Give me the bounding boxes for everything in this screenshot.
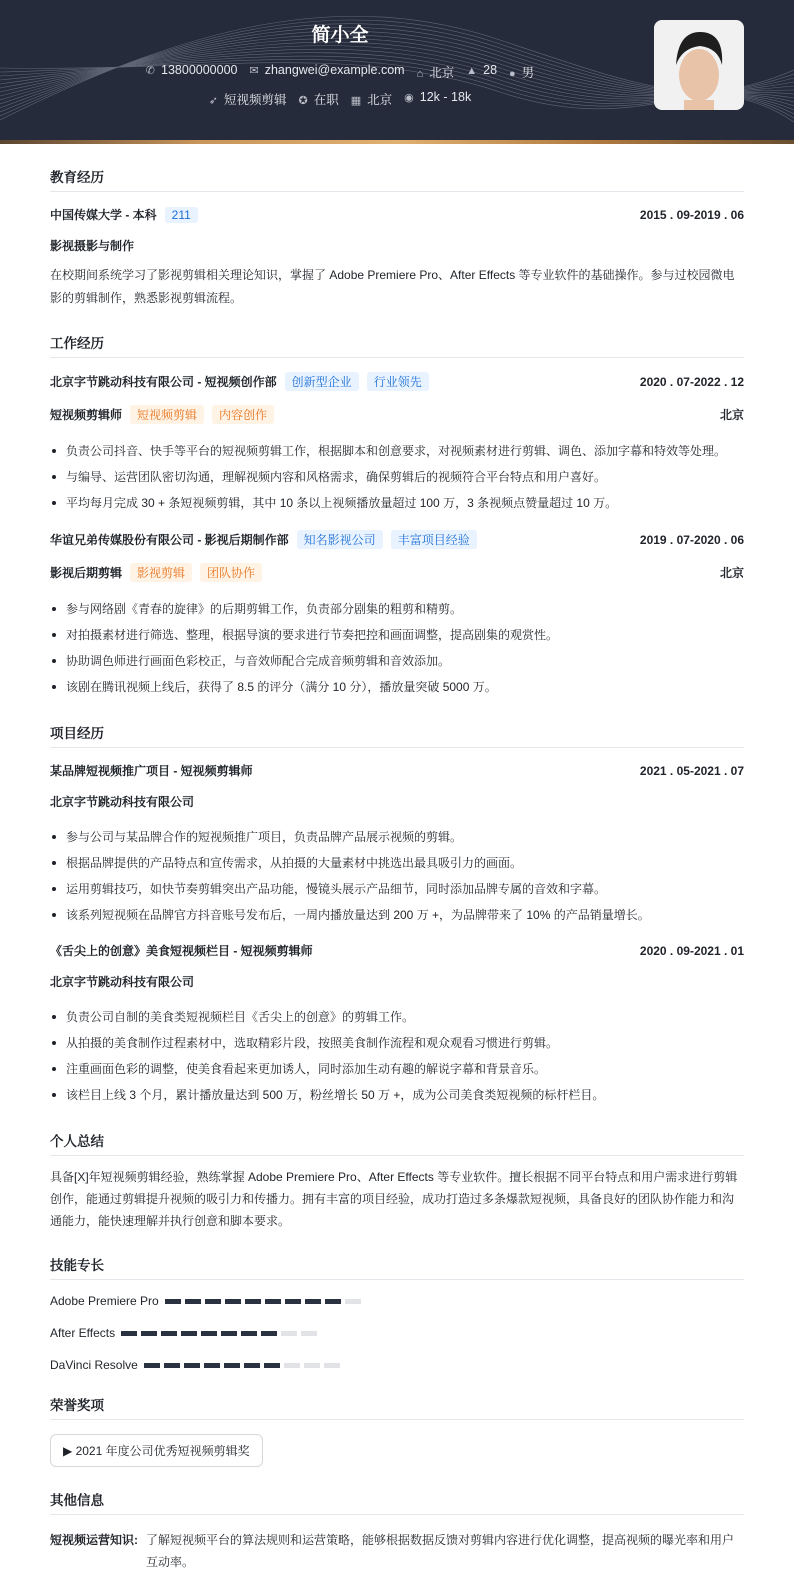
skill-level-segment — [304, 1363, 320, 1368]
project-name: 某品牌短视频推广项目 - 短视频剪辑师 — [50, 764, 253, 778]
contact-row — [0, 63, 680, 81]
skill-level-segment — [121, 1331, 137, 1336]
project-item — [50, 762, 744, 928]
summary-text: 具备[X]年短视频剪辑经验，熟练掌握 Adobe Premiere Pro、After Effects 等专业软件。擅长根据不同平台特点和用户需求进行剪辑创作，能通过剪辑提升视频的吸引力和传播力。拥有丰富的项目经验，成功打造过多条爆款短视频，具备良好的团队协作能力和沟通能力，能快速理解并执行创意和脚本要求。 — [50, 1170, 738, 1228]
work-section — [50, 332, 744, 700]
school: 中国传媒大学 - 本科 — [50, 208, 157, 222]
salary-icon: ◉ — [404, 92, 414, 104]
job-status: 在职 — [313, 93, 339, 107]
section-title: 项目经历 — [50, 722, 744, 748]
date: 2020 . 09-2021 . 01 — [639, 943, 744, 958]
location: 北京 — [429, 66, 455, 80]
bullet-item: 平均每月完成 30 + 条短视频剪辑，其中 10 条以上视频播放量超过 100 万，3 条视频点赞量超过 10 万。 — [50, 490, 744, 516]
skill-level-segment — [201, 1331, 217, 1336]
skill-level-segment — [301, 1331, 317, 1336]
section-title: 荣誉奖项 — [50, 1394, 744, 1420]
section-title: 个人总结 — [50, 1130, 744, 1156]
skill-level-bar — [121, 1331, 317, 1336]
role-tag: 内容创作 — [212, 405, 274, 424]
role: 影视后期剪辑 — [50, 566, 123, 580]
date: 2019 . 07-2020 . 06 — [639, 532, 744, 547]
phone: 13800000000 — [161, 63, 238, 77]
city: 北京 — [719, 408, 744, 422]
skill-level-segment — [204, 1363, 220, 1368]
header-accent-bar — [0, 140, 794, 144]
skill-level-segment — [285, 1299, 301, 1304]
other-label: 短视频运营知识: — [50, 1533, 138, 1547]
triangle-right-icon: ▶ — [63, 1444, 76, 1458]
bullet-item: 负责公司自制的美食类短视频栏目《舌尖上的创意》的剪辑工作。 — [50, 1004, 744, 1030]
date: 2021 . 05-2021 . 07 — [639, 763, 744, 778]
skill-level-segment — [205, 1299, 221, 1304]
skill-level-segment — [284, 1363, 300, 1368]
project-section — [50, 722, 744, 1108]
education-section — [50, 166, 744, 310]
section-title: 教育经历 — [50, 166, 744, 192]
award-item[interactable] — [50, 1434, 263, 1467]
skill-level-segment — [324, 1363, 340, 1368]
role-tag: 影视剪辑 — [130, 563, 192, 582]
skill-level-bar — [165, 1299, 361, 1304]
other-section — [50, 1489, 744, 1573]
salary: 12k - 18k — [419, 90, 472, 104]
skill-level-segment — [225, 1299, 241, 1304]
company-tag: 行业领先 — [367, 372, 429, 391]
email: zhangwei@example.com — [264, 63, 405, 77]
bullet-item: 根据品牌提供的产品特点和宣传需求，从拍摄的大量素材中挑选出最具吸引力的画面。 — [50, 850, 744, 876]
skill-level-bar — [144, 1363, 340, 1368]
skill-level-segment — [261, 1331, 277, 1336]
job-row — [0, 90, 680, 108]
section-title: 技能专长 — [50, 1254, 744, 1280]
skills-section — [50, 1254, 744, 1372]
project-company: 北京字节跳动科技有限公司 — [50, 975, 195, 989]
company: 北京字节跳动科技有限公司 - 短视频创作部 — [50, 375, 277, 389]
skill-level-segment — [305, 1299, 321, 1304]
candidate-name: 简小全 — [311, 25, 369, 46]
section-title: 其他信息 — [50, 1489, 744, 1515]
bullet-item: 参与公司与某品牌合作的短视频推广项目，负责品牌产品展示视频的剪辑。 — [50, 824, 744, 850]
avatar-photo — [654, 20, 744, 110]
age: 28 — [483, 63, 498, 77]
summary-section — [50, 1130, 744, 1232]
skill-level-segment — [241, 1331, 257, 1336]
work-item — [50, 530, 744, 700]
bullet-item: 该系列短视频在品牌官方抖音账号发布后，一周内播放量达到 200 万 +，为品牌带来了 10% 的产品销量增长。 — [50, 902, 744, 928]
bullet-item: 该栏目上线 3 个月，累计播放量达到 500 万，粉丝增长 50 万 +，成为公司美食类短视频的标杆栏目。 — [50, 1082, 744, 1108]
skill-level-segment — [325, 1299, 341, 1304]
project-item — [50, 942, 744, 1108]
bullet-item: 运用剪辑技巧，如快节奏剪辑突出产品功能，慢镜头展示产品细节，同时添加品牌专属的音效和字幕。 — [50, 876, 744, 902]
role-tag: 短视频剪辑 — [130, 405, 204, 424]
skill-level-segment — [244, 1363, 260, 1368]
skill-name: DaVinci Resolve — [50, 1358, 138, 1372]
project-company: 北京字节跳动科技有限公司 — [50, 795, 195, 809]
company-tag: 知名影视公司 — [297, 530, 383, 549]
job-intent: 短视频剪辑 — [224, 93, 287, 107]
skill-level-segment — [224, 1363, 240, 1368]
section-title: 工作经历 — [50, 332, 744, 358]
skill-level-segment — [165, 1299, 181, 1304]
skill-name: After Effects — [50, 1326, 116, 1340]
send-icon: ➶ — [208, 95, 218, 107]
skill-level-segment — [264, 1363, 280, 1368]
city: 北京 — [719, 566, 744, 580]
bullet-item: 对拍摄素材进行筛选、整理，根据导演的要求进行节奏把控和画面调整，提高剧集的观赏性。 — [50, 622, 744, 648]
major: 影视摄影与制作 — [50, 239, 135, 253]
gender: 男 — [521, 66, 535, 80]
home-icon: ⌂ — [416, 68, 424, 80]
skill-level-segment — [281, 1331, 297, 1336]
skill-level-segment — [144, 1363, 160, 1368]
date: 2020 . 07-2022 . 12 — [639, 374, 744, 389]
gender-icon: ● — [509, 68, 516, 80]
skill-item — [50, 1358, 403, 1372]
project-name: 《舌尖上的创意》美食短视频栏目 - 短视频剪辑师 — [50, 944, 313, 958]
company: 华谊兄弟传媒股份有限公司 - 影视后期制作部 — [50, 533, 289, 547]
email-icon: ✉ — [249, 65, 259, 77]
skill-level-segment — [184, 1363, 200, 1368]
skill-item — [50, 1294, 403, 1308]
company-tag: 创新型企业 — [285, 372, 359, 391]
age-icon: ▲ — [466, 65, 478, 77]
phone-icon: ✆ — [145, 65, 156, 77]
skill-level-segment — [141, 1331, 157, 1336]
skill-level-segment — [345, 1299, 361, 1304]
bullet-item: 该剧在腾讯视频上线后，获得了 8.5 的评分（满分 10 分），播放量突破 5000 万。 — [50, 674, 744, 700]
skill-level-segment — [221, 1331, 237, 1336]
bullet-item: 协助调色师进行画面色彩校正，与音效师配合完成音频剪辑和音效添加。 — [50, 648, 744, 674]
resume-header — [0, 0, 794, 140]
skill-level-segment — [245, 1299, 261, 1304]
skill-level-segment — [185, 1299, 201, 1304]
tag: 211 — [165, 207, 198, 223]
bullet-item: 与编导、运营团队密切沟通，理解视频内容和风格需求，确保剪辑后的视频符合平台特点和用户喜好。 — [50, 464, 744, 490]
skill-level-segment — [161, 1331, 177, 1336]
skill-level-segment — [181, 1331, 197, 1336]
skill-level-segment — [164, 1363, 180, 1368]
building-icon: ▦ — [350, 95, 362, 107]
role: 短视频剪辑师 — [50, 408, 123, 422]
award-label: 2021 年度公司优秀短视频剪辑奖 — [75, 1444, 250, 1458]
bullet-item: 注重画面色彩的调整，使美食看起来更加诱人，同时添加生动有趣的解说字幕和背景音乐。 — [50, 1056, 744, 1082]
bullet-item: 从拍摄的美食制作过程素材中，选取精彩片段，按照美食制作流程和观众观看习惯进行剪辑。 — [50, 1030, 744, 1056]
work-item — [50, 372, 744, 516]
date: 2015 . 09-2019 . 06 — [639, 207, 744, 222]
skill-item — [50, 1326, 403, 1340]
target-city: 北京 — [367, 93, 393, 107]
bullet-item: 负责公司抖音、快手等平台的短视频剪辑工作，根据脚本和创意要求，对视频素材进行剪辑、调色、添加字幕和特效等处理。 — [50, 438, 744, 464]
bullet-item: 参与网络剧《青春的旋律》的后期剪辑工作，负责部分剧集的粗剪和精剪。 — [50, 596, 744, 622]
company-tag: 丰富项目经验 — [391, 530, 477, 549]
other-text: 了解短视频平台的算法规则和运营策略，能够根据数据反馈对剪辑内容进行优化调整，提高视频的曝光率和用户互动率。 — [146, 1533, 735, 1569]
skill-name: Adobe Premiere Pro — [50, 1294, 159, 1308]
status-icon: ✪ — [298, 95, 308, 107]
role-tag: 团队协作 — [200, 563, 262, 582]
education-desc: 在校期间系统学习了影视剪辑相关理论知识，掌握了 Adobe Premiere Pro、After Effects 等专业软件的基础操作。参与过校园微电影的剪辑制作，熟悉影视剪辑流程。 — [50, 268, 735, 305]
awards-section — [50, 1394, 744, 1467]
skill-level-segment — [265, 1299, 281, 1304]
